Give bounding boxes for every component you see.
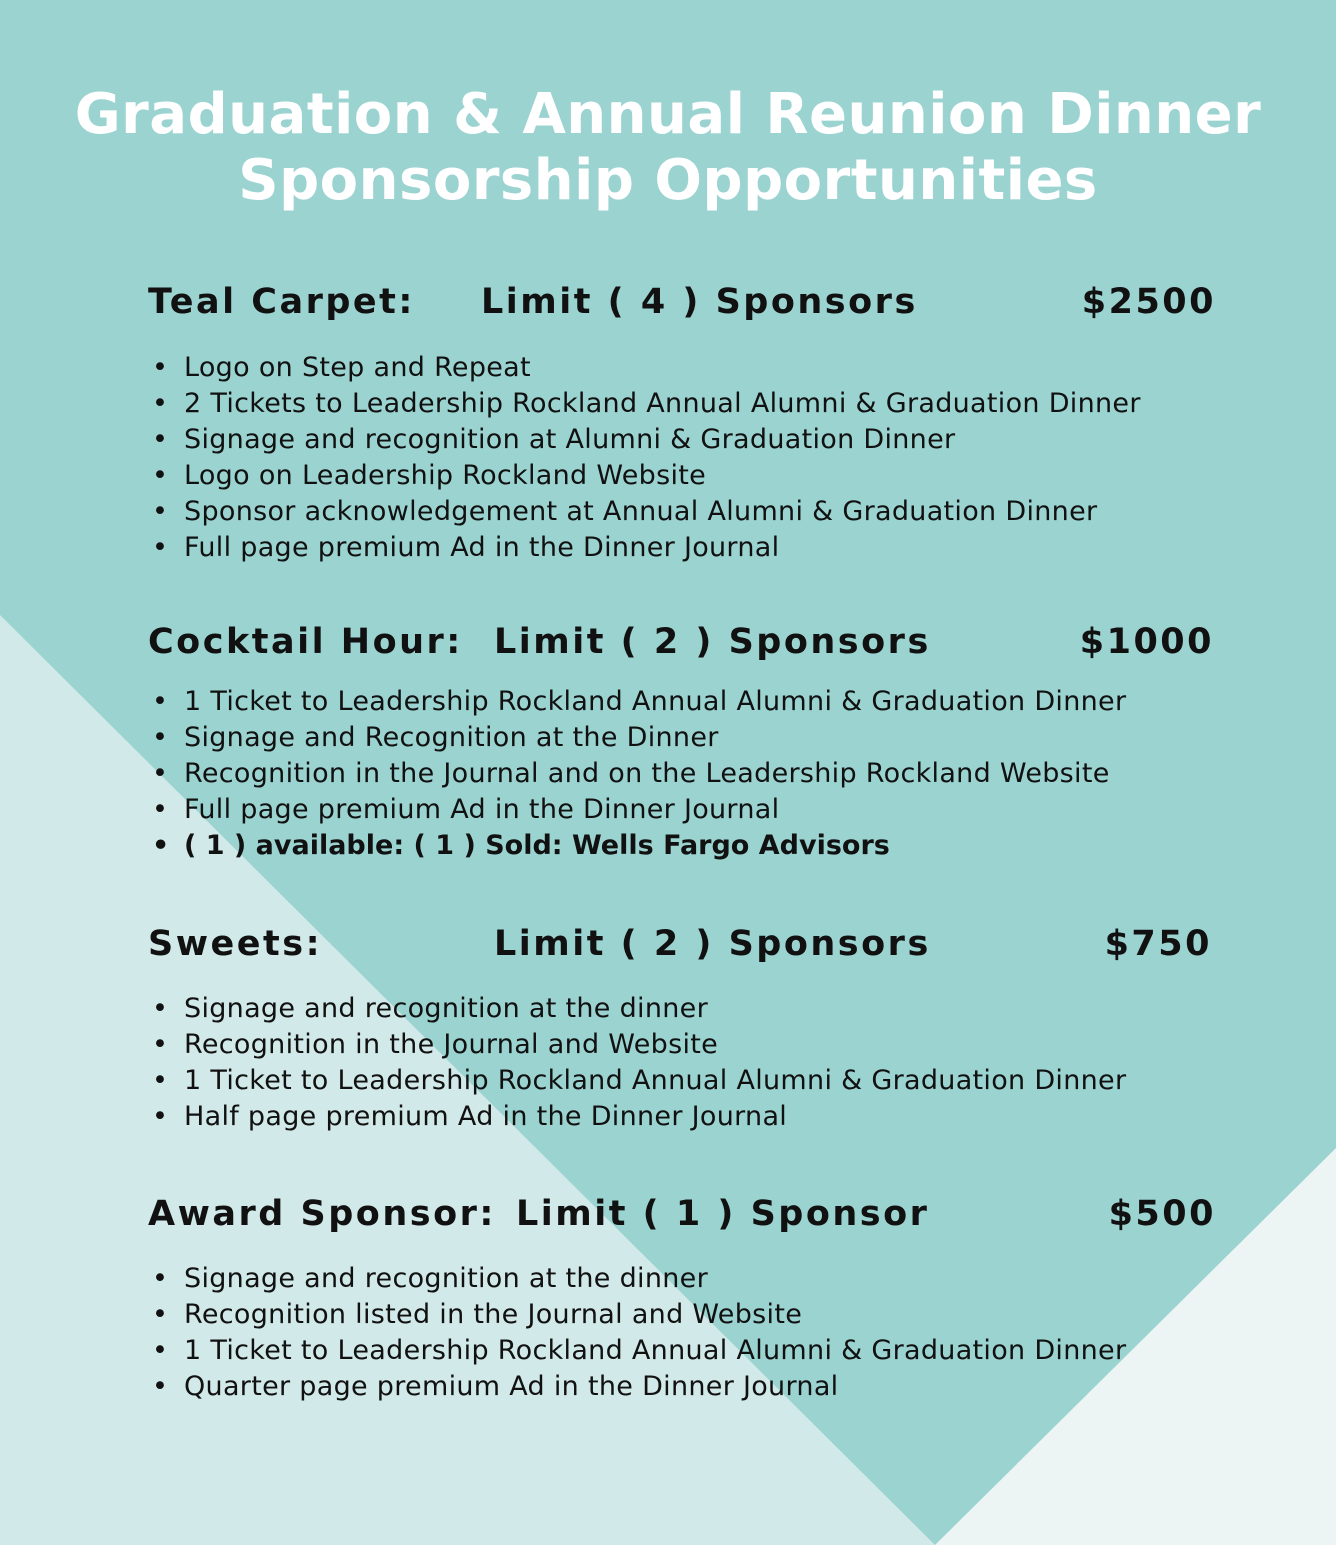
list-item: • Signage and recognition at the dinner [148, 991, 1126, 1027]
section-name: Teal Carpet: [148, 282, 415, 322]
section-limit: Limit ( 1 ) Sponsor [516, 1194, 930, 1234]
list-item: • Recognition in the Journal and Website [148, 1027, 1126, 1063]
list-item: • Signage and recognition at Alumni & Graduation Dinner [148, 422, 1141, 458]
list-item: • Full page premium Ad in the Dinner Journal [148, 792, 1126, 828]
list-item: • Recognition in the Journal and on the Leadership Rockland Website [148, 756, 1126, 792]
section-header-sweets [148, 924, 1212, 974]
list-item: • 1 Ticket to Leadership Rockland Annual Alumni & Graduation Dinner [148, 1063, 1126, 1099]
section-header-cocktail-hour [148, 622, 1214, 672]
list-item: • Recognition listed in the Journal and Website [148, 1297, 1126, 1333]
list-item: • 2 Tickets to Leadership Rockland Annual Alumni & Graduation Dinner [148, 386, 1141, 422]
benefits-list-cocktail-hour [148, 684, 1126, 864]
section-header-award-sponsor [148, 1194, 1216, 1244]
list-item: • Quarter page premium Ad in the Dinner Journal [148, 1369, 1126, 1405]
list-item: • Logo on Step and Repeat [148, 350, 1141, 386]
section-limit: Limit ( 2 ) Sponsors [494, 924, 931, 964]
section-price: $2500 [1081, 282, 1216, 322]
section-name: Sweets: [148, 924, 323, 964]
section-header-teal-carpet [148, 282, 1216, 332]
list-item: • Sponsor acknowledgement at Annual Alumni & Graduation Dinner [148, 494, 1141, 530]
benefits-list-award-sponsor [148, 1261, 1126, 1405]
section-limit: Limit ( 4 ) Sponsors [481, 282, 918, 322]
list-item: • Half page premium Ad in the Dinner Journal [148, 1099, 1126, 1135]
list-item: • 1 Ticket to Leadership Rockland Annual Alumni & Graduation Dinner [148, 684, 1126, 720]
section-price: $500 [1108, 1194, 1216, 1234]
list-item: • Logo on Leadership Rockland Website [148, 458, 1141, 494]
section-name: Award Sponsor: [148, 1194, 496, 1234]
page-title-line-2: Sponsorship Opportunities [238, 148, 1098, 213]
list-item: • 1 Ticket to Leadership Rockland Annual Alumni & Graduation Dinner [148, 1333, 1126, 1369]
benefits-list-teal-carpet [148, 350, 1141, 566]
list-item: • Signage and recognition at the dinner [148, 1261, 1126, 1297]
section-price: $750 [1104, 924, 1212, 964]
section-price: $1000 [1079, 622, 1214, 662]
section-limit: Limit ( 2 ) Sponsors [494, 622, 931, 662]
section-name: Cocktail Hour: [148, 622, 463, 662]
page-title-line-1: Graduation & Annual Reunion Dinner [74, 82, 1262, 147]
list-item-availability: • ( 1 ) available: ( 1 ) Sold: Wells Fargo Advisors [148, 828, 1126, 864]
benefits-list-sweets [148, 991, 1126, 1135]
list-item: • Full page premium Ad in the Dinner Journal [148, 530, 1141, 566]
list-item: • Signage and Recognition at the Dinner [148, 720, 1126, 756]
